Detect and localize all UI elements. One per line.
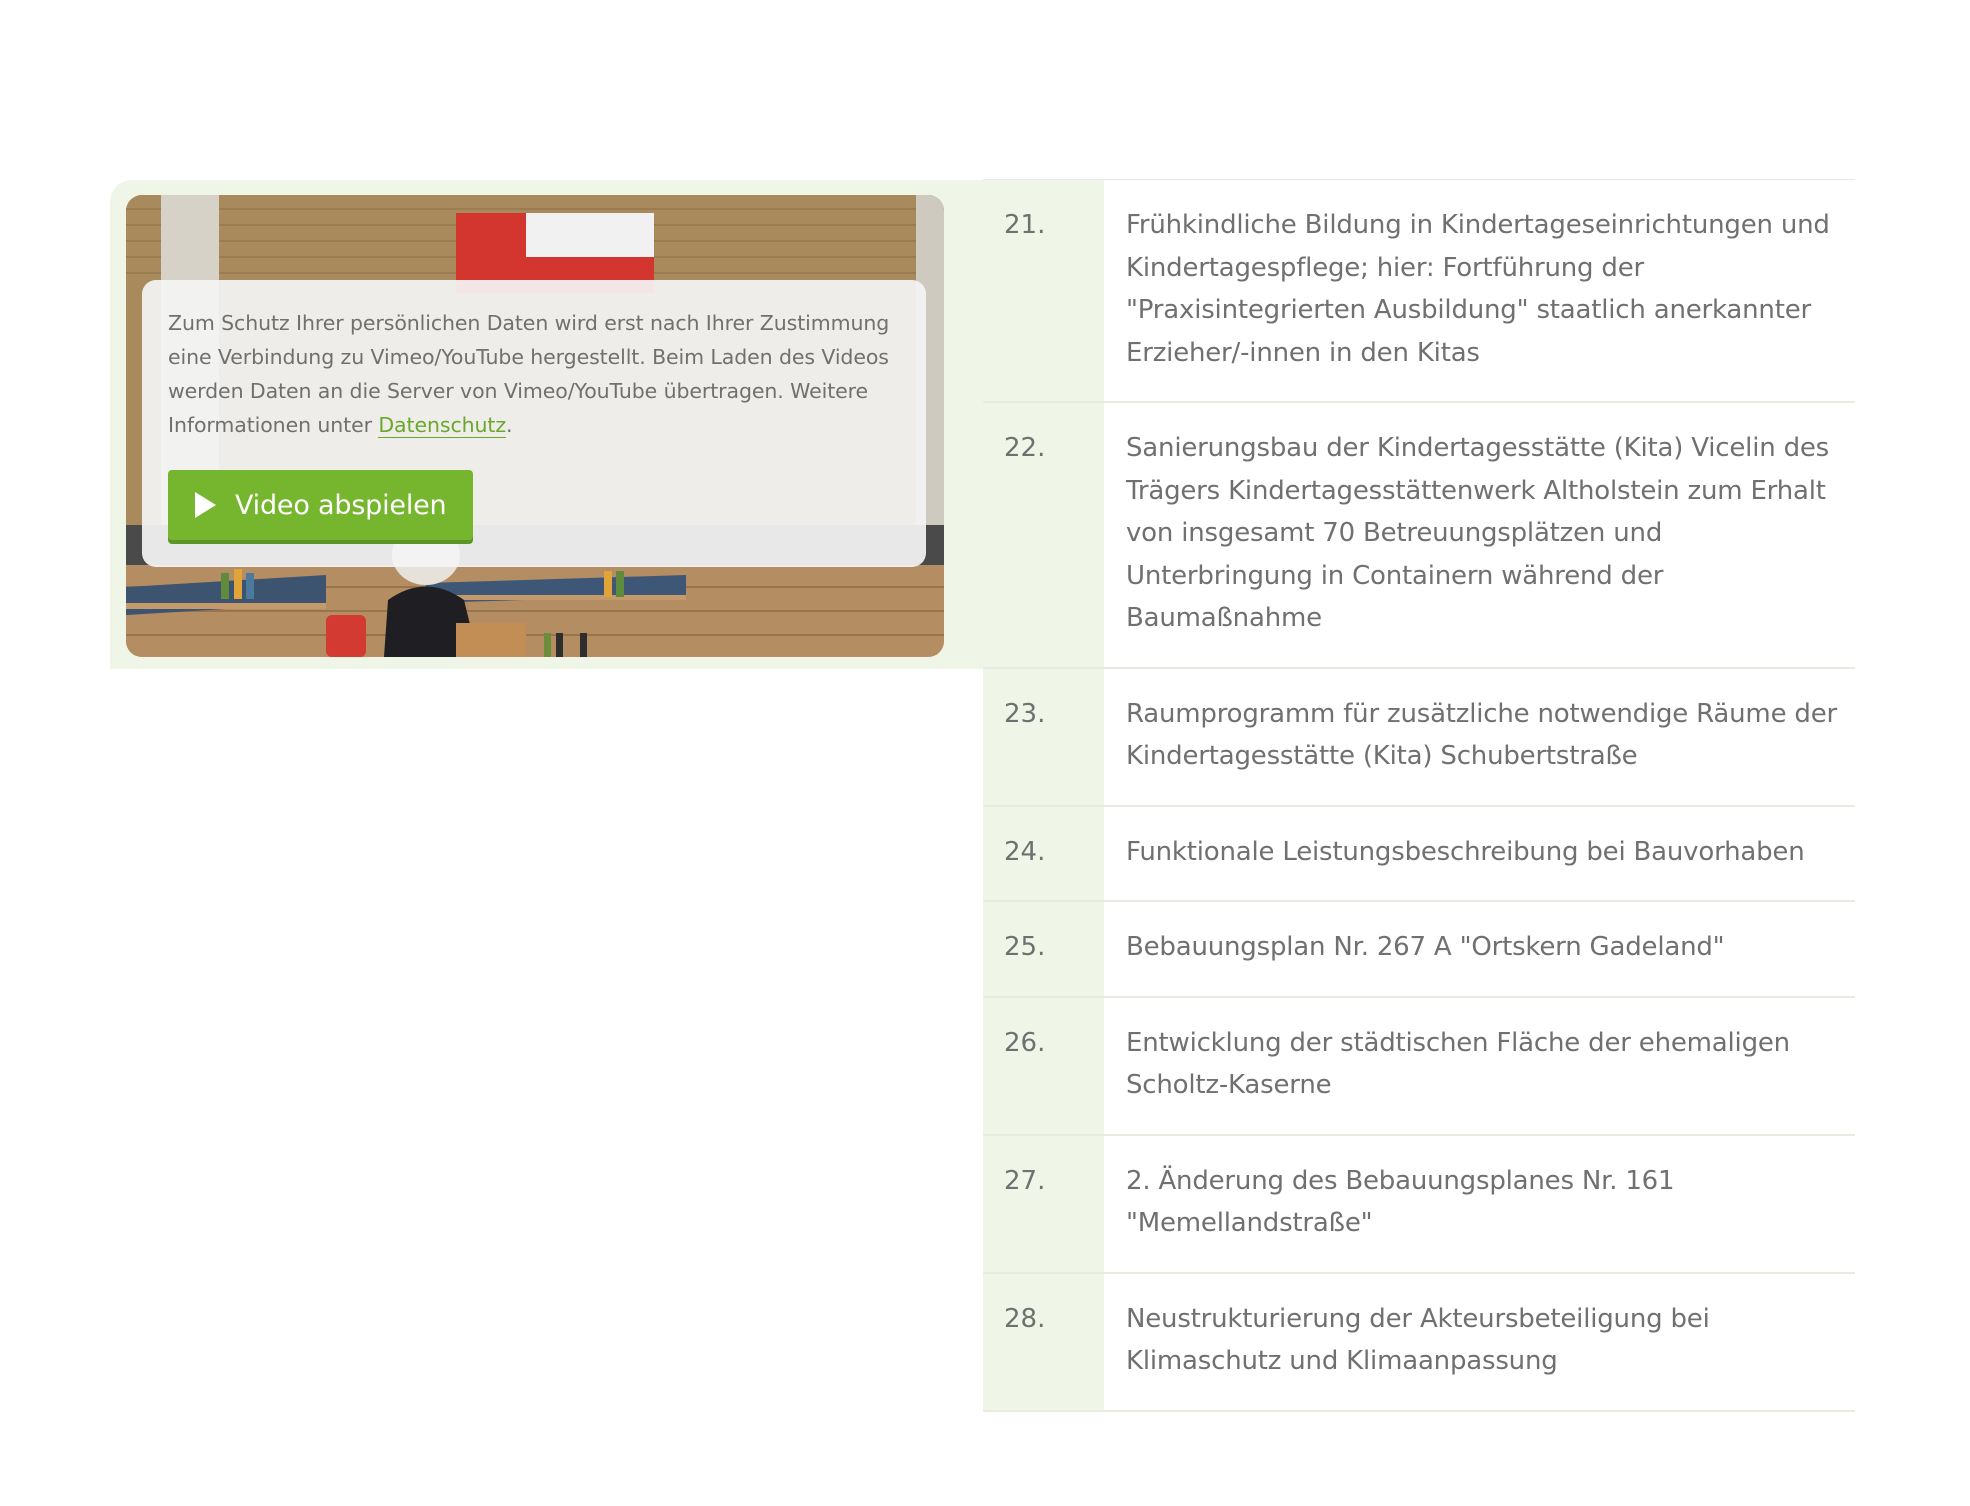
agenda-item-number: 27. [983,1136,1104,1272]
agenda-item-number: 26. [983,998,1104,1134]
agenda-item-number: 28. [983,1274,1104,1410]
privacy-consent-overlay [142,280,926,567]
consent-text: Zum Schutz Ihrer persönlichen Daten wird erst nach Ihrer Zustimmung eine Verbindung zu Vimeo/YouTube hergestellt. Beim Laden des Videos werden Daten an die Server von Vimeo/YouTube übertragen. Weitere Informationen unter [168,311,890,437]
video-preview[interactable] [126,195,944,657]
privacy-policy-link[interactable]: Datenschutz [378,413,507,437]
agenda-item-title: Neustrukturierung der Akteursbeteiligung bei Klimaschutz und Klimaanpassung [1126,1303,1710,1376]
agenda-item-number: 24. [983,807,1104,901]
agenda-row [983,1274,1855,1412]
agenda-row [983,1136,1855,1274]
agenda-item-title: Raumprogramm für zusätzliche notwendige Räume der Kindertagesstätte (Kita) Schubertstraße [1126,698,1838,771]
agenda-item-title: 2. Änderung des Bebauungsplanes Nr. 161 "Memellandstraße" [1126,1165,1675,1238]
play-video-label: Video abspielen [235,489,447,521]
play-icon [195,492,216,518]
agenda-row [983,669,1855,807]
agenda-item-number: 21. [983,180,1104,401]
agenda-row [983,807,1855,903]
agenda-item-title: Entwicklung der städtischen Fläche der ehemaligen Scholtz-Kaserne [1126,1027,1790,1100]
consent-text-end: . [506,413,513,437]
agenda-item-number: 23. [983,669,1104,805]
play-video-button[interactable] [168,470,473,540]
agenda-row [983,998,1855,1136]
agenda-row [983,403,1855,669]
agenda-row [983,902,1855,998]
agenda-item-title: Funktionale Leistungsbeschreibung bei Bauvorhaben [1126,836,1805,867]
video-panel [110,180,983,669]
agenda-item-title: Bebauungsplan Nr. 267 A "Ortskern Gadeland" [1126,932,1725,962]
agenda-row [983,180,1855,403]
agenda-item-number: 22. [983,403,1104,667]
agenda-item-number: 25. [983,902,1104,996]
agenda-item-title: Sanierungsbau der Kindertagesstätte (Kita) Vicelin des Trägers Kindertagesstättenwerk Altholstein zum Erhalt von insgesamt 70 Betreuungsplätzen und Unterbringung in Containern während der Baumaßnahme [1126,433,1830,633]
agenda-list [983,179,1855,1412]
consent-message [168,306,902,442]
agenda-item-title: Frühkindliche Bildung in Kindertageseinrichtungen und Kindertagespflege; hier: Fortführung der "Praxisintegrierten Ausbildung" staatlich anerkannter Erzieher/-innen in den Kitas [1126,210,1830,368]
